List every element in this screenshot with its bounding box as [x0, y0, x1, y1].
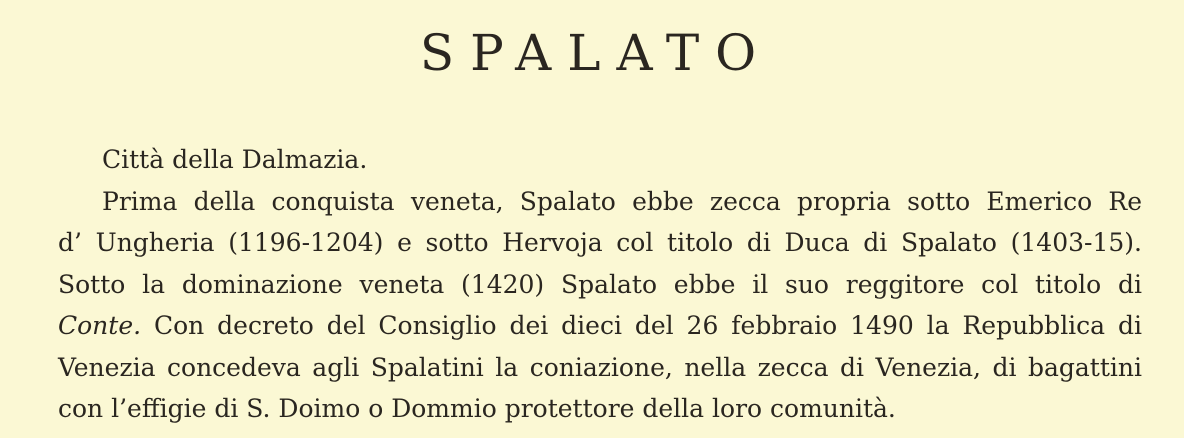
paragraph-line-4 [58, 305, 1142, 347]
page-title: SPALATO [419, 24, 773, 82]
conte-italic-text: Conte. [58, 311, 142, 340]
paragraph-line-5: Venezia concedeva agli Spalatini la coniazione, nella zecca di Venezia, di bagattini [58, 352, 1142, 382]
paragraph-line-4-rest: Con decreto del Consiglio dei dieci del 26 febbraio 1490 la Repubblica di [141, 311, 1142, 340]
paragraph-line-1: Prima della conquista veneta, Spalato ebbe zecca propria sotto Emerico Re [102, 186, 1142, 216]
paragraph-line-2: d’ Ungheria (1196-1204) e sotto Hervoja col titolo di Duca di Spalato (1403-15). [58, 228, 1142, 257]
body-text [58, 139, 1142, 430]
paragraph-line-3: Sotto la dominazione veneta (1420) Spalato ebbe il suo reggitore col titolo di [58, 269, 1142, 299]
paragraph-line-6: con l’effigie di S. Doimo o Dommio protettore della loro comunità. [58, 394, 896, 423]
intro-line: Città della Dalmazia. [102, 145, 368, 174]
